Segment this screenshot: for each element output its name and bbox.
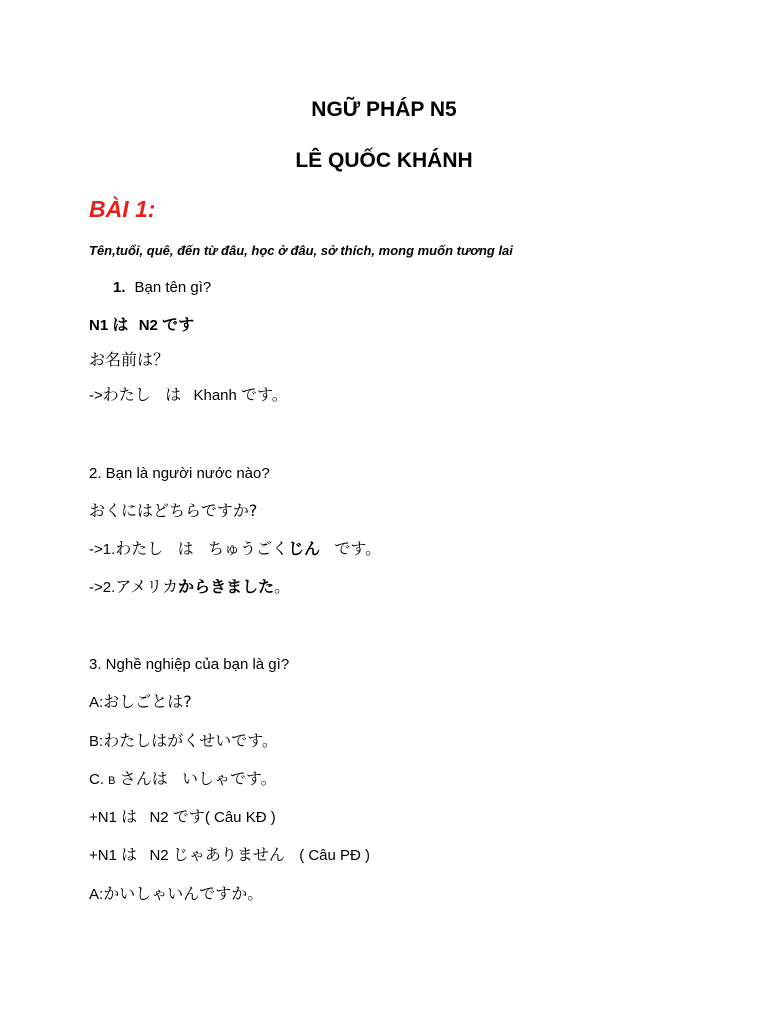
- dialog-a-text: おしごとは?: [103, 692, 192, 711]
- question-1-text: Bạn tên gì?: [134, 279, 212, 296]
- ask-name-jp: お名前は？: [89, 350, 170, 369]
- question-1-number: 1.: [113, 279, 126, 296]
- dialog-a2-text: かいしゃいんですか。: [103, 884, 264, 903]
- answer-arrow: ->: [89, 387, 103, 404]
- dialog-a2-label: A:: [89, 886, 104, 903]
- answer-1-prefix: ->1.: [89, 541, 116, 558]
- rule-positive-n2: N2: [149, 809, 169, 826]
- rule-negative-n2: N2: [149, 847, 169, 864]
- answer-2-prefix: ->2.: [89, 579, 116, 596]
- dialog-c-san-wa: さんは: [119, 769, 168, 788]
- answer-1-wa: は: [177, 539, 194, 558]
- question-3: 3. Nghề nghiệp của bạn là gì?: [89, 656, 290, 673]
- answer-name: [89, 387, 288, 403]
- answer-wa: は: [165, 385, 182, 404]
- answer-1-desu: です。: [334, 539, 382, 558]
- dialog-c-text: いしゃです。: [182, 769, 277, 788]
- pattern-desu: です: [162, 315, 195, 334]
- answer-country-2: [89, 579, 290, 595]
- rule-negative: [89, 847, 370, 863]
- dialog-line-a: [89, 694, 192, 710]
- question-1: [113, 280, 211, 295]
- dialog-b-text: わたしはがくせいです。: [103, 731, 278, 750]
- answer-2-country: アメリカ: [115, 577, 179, 596]
- dialog-line-b: [89, 733, 278, 749]
- dialog-a-label: A:: [89, 694, 104, 711]
- rule-negative-note: ( Câu PĐ ): [299, 847, 371, 864]
- answer-name-value: Khanh: [193, 387, 237, 404]
- rule-negative-prefix: +N1: [89, 847, 117, 864]
- author-name: LÊ QUỐC KHÁNH: [295, 149, 473, 172]
- dialog-line-a2: [89, 886, 263, 902]
- document-title: NGỮ PHÁP N5: [311, 98, 457, 121]
- dialog-c-small-b: B: [108, 775, 116, 787]
- answer-1-country: ちゅうごく: [207, 539, 288, 558]
- lesson-heading: BÀI 1:: [89, 196, 156, 222]
- answer-2-end: 。: [274, 577, 291, 596]
- dialog-c-label: C.: [89, 771, 104, 788]
- answer-1-watashi: わたし: [115, 539, 164, 558]
- ask-country-jp: おくにはどちらですか?: [89, 501, 258, 520]
- rule-positive-desu: です: [172, 807, 205, 826]
- answer-desu: です。: [241, 385, 288, 404]
- grammar-pattern: [89, 317, 194, 333]
- dialog-line-c: [89, 771, 277, 787]
- answer-2-verb: からきました: [178, 577, 275, 596]
- pattern-wa: は: [112, 315, 129, 334]
- rule-positive-prefix: +N1: [89, 809, 117, 826]
- lesson-topics: Tên,tuổi, quê, đến từ đâu, học ở đâu, sở thích, mong muốn tương lai: [89, 243, 513, 258]
- answer-1-jin: じん: [288, 539, 321, 558]
- question-2: 2. Bạn là người nước nào?: [89, 465, 270, 482]
- rule-negative-wa: は: [121, 845, 138, 864]
- answer-watashi: わたし: [102, 385, 151, 404]
- dialog-b-label: B:: [89, 733, 104, 750]
- pattern-n1: N1: [89, 317, 109, 334]
- rule-positive-wa: は: [121, 807, 138, 826]
- rule-positive: [89, 809, 276, 825]
- pattern-n2: N2: [138, 317, 158, 334]
- answer-country-1: [89, 541, 381, 557]
- rule-negative-ja-arimasen: じゃありません: [172, 845, 285, 864]
- rule-positive-note: ( Câu KĐ ): [204, 809, 276, 826]
